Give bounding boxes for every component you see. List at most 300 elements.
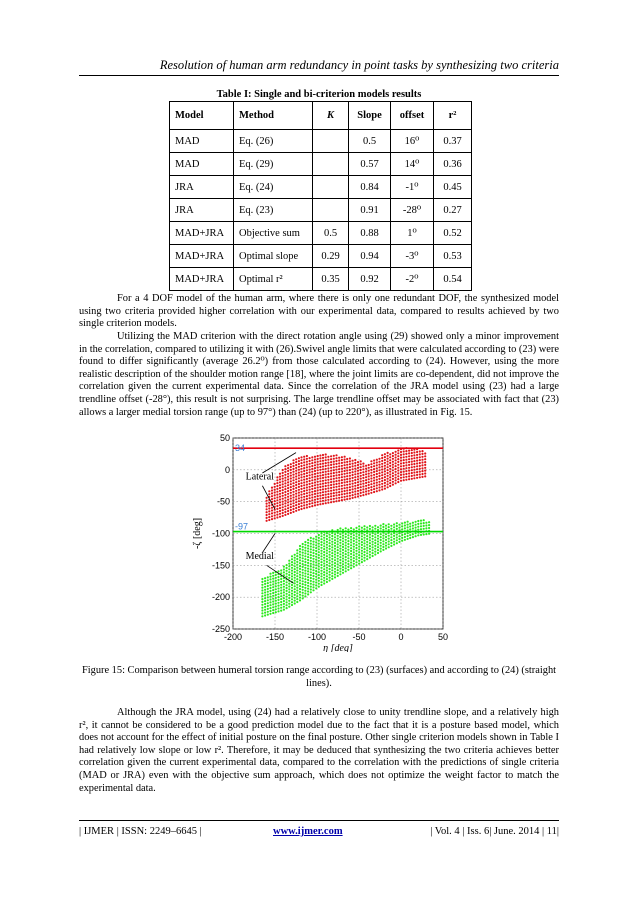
surface-point-lateral [271,492,273,494]
surface-point-lateral [319,454,321,456]
surface-point-medial [337,552,339,554]
surface-point-lateral [397,475,399,477]
surface-point-medial [374,536,376,538]
surface-point-medial [280,578,282,580]
surface-point-lateral [368,464,370,466]
surface-point-lateral [311,494,313,496]
surface-point-lateral [314,504,316,506]
surface-point-lateral [352,488,354,490]
surface-point-lateral [327,482,329,484]
surface-point-medial [264,600,266,602]
surface-point-medial [302,563,304,565]
surface-point-medial [304,590,306,592]
surface-point-lateral [271,498,273,500]
surface-point-lateral [309,460,311,462]
surface-point-lateral [381,466,383,468]
surface-point-medial [361,541,363,543]
surface-point-lateral [395,471,397,473]
surface-point-medial [372,543,374,545]
surface-point-medial [345,544,347,546]
surface-point-lateral [276,496,278,498]
surface-point-lateral [408,450,410,452]
surface-point-lateral [424,458,426,460]
surface-point-lateral [314,484,316,486]
surface-point-lateral [311,496,313,498]
surface-point-lateral [349,463,351,465]
surface-point-medial [272,603,274,605]
surface-point-medial [283,594,285,596]
surface-point-lateral [392,472,394,474]
surface-point-lateral [360,486,362,488]
surface-point-medial [390,528,392,530]
surface-point-lateral [287,501,289,503]
surface-point-medial [267,614,269,616]
cell-r2: 0.36 [434,153,472,176]
surface-point-lateral [292,491,294,493]
surface-point-medial [363,539,365,541]
surface-point-medial [294,577,296,579]
surface-point-medial [318,571,320,573]
surface-point-lateral [298,509,300,511]
surface-point-lateral [376,482,378,484]
surface-point-medial [415,535,417,537]
surface-point-lateral [279,478,281,480]
surface-point-lateral [268,507,270,509]
cell-model: MAD+JRA [170,222,234,245]
surface-point-lateral [287,478,289,480]
surface-point-medial [326,575,328,577]
surface-point-medial [331,569,333,571]
surface-point-medial [269,581,271,583]
surface-point-medial [382,529,384,531]
surface-point-lateral [303,476,305,478]
surface-point-lateral [344,487,346,489]
surface-point-lateral [290,500,292,502]
surface-point-lateral [287,487,289,489]
footer-website-link[interactable]: www.ijmer.com [273,826,343,837]
surface-point-lateral [287,510,289,512]
surface-point-medial [267,576,269,578]
surface-point-medial [374,553,376,555]
surface-point-medial [310,563,312,565]
surface-point-lateral [365,479,367,481]
surface-point-lateral [376,461,378,463]
surface-point-medial [350,533,352,535]
surface-point-lateral [352,491,354,493]
surface-point-medial [342,555,344,557]
surface-point-medial [307,570,309,572]
surface-point-medial [420,528,422,530]
surface-point-lateral [311,502,313,504]
surface-point-lateral [314,490,316,492]
surface-point-lateral [274,494,276,496]
surface-point-medial [377,529,379,531]
surface-point-medial [363,551,365,553]
surface-point-medial [377,538,379,540]
surface-point-lateral [354,459,356,461]
surface-point-lateral [279,498,281,500]
surface-point-medial [299,574,301,576]
surface-point-medial [323,534,325,536]
surface-point-medial [326,547,328,549]
surface-point-lateral [330,467,332,469]
surface-point-medial [326,581,328,583]
surface-point-lateral [368,487,370,489]
surface-point-medial [302,557,304,559]
surface-point-medial [380,533,382,535]
surface-point-lateral [274,517,276,519]
surface-point-lateral [384,476,386,478]
surface-point-medial [339,527,341,529]
surface-point-lateral [421,456,423,458]
surface-point-lateral [319,497,321,499]
surface-point-lateral [400,468,402,470]
surface-point-lateral [413,469,415,471]
surface-point-lateral [317,466,319,468]
surface-point-medial [280,598,282,600]
surface-point-medial [353,563,355,565]
surface-point-medial [393,523,395,525]
cell-r2: 0.54 [434,268,472,291]
surface-point-medial [315,547,317,549]
surface-point-lateral [325,491,327,493]
surface-point-medial [267,588,269,590]
surface-point-medial [353,554,355,556]
surface-point-medial [302,583,304,585]
surface-point-medial [283,571,285,573]
surface-point-lateral [306,455,308,457]
surface-point-lateral [327,499,329,501]
surface-point-medial [366,541,368,543]
cell-model: MAD [170,130,234,153]
surface-point-medial [369,525,371,527]
surface-point-medial [291,584,293,586]
surface-point-lateral [376,470,378,472]
surface-point-medial [334,553,336,555]
surface-point-lateral [279,510,281,512]
surface-point-lateral [295,507,297,509]
surface-point-lateral [287,464,289,466]
surface-point-medial [334,565,336,567]
surface-point-medial [296,561,298,563]
surface-point-lateral [349,472,351,474]
surface-point-lateral [317,486,319,488]
surface-point-lateral [282,483,284,485]
surface-point-medial [291,561,293,563]
surface-point-lateral [335,486,337,488]
surface-point-lateral [319,460,321,462]
surface-point-lateral [330,461,332,463]
surface-point-medial [315,541,317,543]
surface-point-lateral [335,477,337,479]
surface-point-medial [329,571,331,573]
surface-point-lateral [360,460,362,462]
surface-point-lateral [319,469,321,471]
surface-point-lateral [325,473,327,475]
surface-point-medial [294,565,296,567]
surface-point-medial [334,573,336,575]
surface-point-lateral [274,491,276,493]
surface-point-lateral [411,452,413,454]
surface-point-medial [385,545,387,547]
surface-point-lateral [360,495,362,497]
surface-point-medial [323,560,325,562]
surface-point-medial [363,560,365,562]
surface-point-lateral [327,456,329,458]
footer-volume: | Vol. 4 | Iss. 6| June. 2014 | 11| [430,826,559,837]
surface-point-lateral [303,470,305,472]
surface-point-medial [374,528,376,530]
surface-point-medial [361,544,363,546]
surface-point-medial [318,545,320,547]
surface-point-medial [299,582,301,584]
surface-point-lateral [344,493,346,495]
surface-point-medial [280,581,282,583]
surface-point-medial [409,523,411,525]
surface-point-lateral [292,505,294,507]
surface-point-lateral [381,486,383,488]
surface-point-medial [275,603,277,605]
surface-point-medial [294,602,296,604]
surface-point-medial [339,573,341,575]
surface-point-medial [312,578,314,580]
surface-point-lateral [314,487,316,489]
surface-point-medial [275,600,277,602]
surface-point-lateral [292,471,294,473]
surface-point-medial [315,536,317,538]
surface-point-medial [283,566,285,568]
surface-point-lateral [266,505,268,507]
surface-point-lateral [333,501,335,503]
surface-point-medial [299,591,301,593]
surface-point-lateral [279,504,281,506]
surface-point-medial [272,600,274,602]
surface-point-medial [329,545,331,547]
surface-point-medial [353,546,355,548]
surface-point-medial [318,568,320,570]
surface-point-lateral [276,482,278,484]
surface-point-lateral [292,499,294,501]
surface-point-lateral [387,486,389,488]
surface-point-lateral [317,492,319,494]
surface-point-medial [358,551,360,553]
surface-point-lateral [354,488,356,490]
surface-point-medial [291,575,293,577]
surface-point-lateral [300,465,302,467]
surface-point-lateral [357,490,359,492]
surface-point-medial [385,542,387,544]
surface-point-lateral [419,473,421,475]
surface-point-lateral [330,475,332,477]
surface-point-medial [329,542,331,544]
surface-point-medial [353,551,355,553]
surface-point-lateral [319,466,321,468]
surface-point-medial [347,540,349,542]
surface-point-medial [353,534,355,536]
surface-point-lateral [311,474,313,476]
surface-point-lateral [408,461,410,463]
surface-point-medial [334,559,336,561]
surface-point-medial [296,584,298,586]
surface-point-medial [286,581,288,583]
cell-offset: 14⁰ [391,153,434,176]
surface-point-lateral [317,472,319,474]
surface-point-medial [404,522,406,524]
surface-point-medial [347,554,349,556]
surface-point-medial [304,575,306,577]
surface-point-medial [420,534,422,536]
surface-point-medial [310,554,312,556]
surface-point-lateral [327,473,329,475]
surface-point-lateral [344,470,346,472]
surface-point-lateral [306,458,308,460]
surface-point-lateral [325,456,327,458]
surface-point-lateral [274,514,276,516]
surface-point-lateral [341,468,343,470]
surface-point-medial [350,553,352,555]
cell-offset: -2⁰ [391,268,434,291]
surface-point-medial [353,528,355,530]
surface-point-lateral [365,470,367,472]
surface-point-lateral [282,509,284,511]
surface-point-lateral [322,468,324,470]
surface-point-lateral [325,462,327,464]
table-row [170,268,472,291]
surface-point-medial [302,577,304,579]
surface-point-medial [277,579,279,581]
surface-point-lateral [330,501,332,503]
surface-point-lateral [349,469,351,471]
surface-point-lateral [314,499,316,501]
surface-point-medial [320,561,322,563]
surface-point-lateral [325,476,327,478]
surface-point-lateral [392,455,394,457]
surface-point-medial [355,538,357,540]
cell-method: Optimal r² [234,268,313,291]
surface-point-lateral [327,470,329,472]
table-header-row [170,102,472,130]
surface-point-lateral [300,508,302,510]
surface-point-lateral [381,460,383,462]
surface-point-medial [323,542,325,544]
surface-point-medial [315,564,317,566]
surface-point-lateral [362,468,364,470]
cell-offset: -3⁰ [391,245,434,268]
surface-point-medial [304,547,306,549]
surface-point-lateral [341,476,343,478]
surface-point-medial [337,529,339,531]
surface-point-medial [323,582,325,584]
table-row [170,176,472,199]
surface-point-lateral [344,490,346,492]
surface-point-lateral [300,496,302,498]
surface-point-medial [302,552,304,554]
surface-point-medial [339,559,341,561]
surface-point-lateral [282,498,284,500]
surface-point-medial [374,542,376,544]
surface-point-medial [312,558,314,560]
surface-point-medial [396,534,398,536]
surface-point-lateral [282,486,284,488]
surface-point-medial [417,523,419,525]
surface-point-lateral [300,494,302,496]
surface-point-medial [286,598,288,600]
surface-point-medial [372,541,374,543]
surface-point-lateral [290,509,292,511]
surface-point-medial [294,600,296,602]
surface-point-lateral [292,494,294,496]
surface-point-lateral [392,458,394,460]
surface-point-medial [288,600,290,602]
surface-point-lateral [292,508,294,510]
surface-point-lateral [384,459,386,461]
surface-point-medial [398,524,400,526]
surface-point-medial [280,587,282,589]
surface-point-lateral [274,503,276,505]
surface-point-medial [337,560,339,562]
surface-point-lateral [303,458,305,460]
surface-point-medial [304,592,306,594]
surface-point-medial [302,566,304,568]
surface-point-lateral [292,502,294,504]
annotation-97: -97 [235,521,249,532]
surface-point-medial [299,599,301,601]
surface-point-medial [318,543,320,545]
surface-point-medial [269,604,271,606]
surface-point-medial [412,522,414,524]
surface-point-lateral [411,458,413,460]
surface-point-medial [302,543,304,545]
surface-point-medial [401,534,403,536]
surface-point-medial [326,561,328,563]
surface-point-lateral [266,514,268,516]
surface-point-lateral [314,461,316,463]
surface-point-medial [277,596,279,598]
x-tick-label: -50 [352,632,366,642]
surface-point-medial [329,556,331,558]
surface-point-medial [291,598,293,600]
surface-point-lateral [381,483,383,485]
surface-point-lateral [354,490,356,492]
surface-point-medial [339,548,341,550]
surface-point-lateral [268,516,270,518]
surface-point-medial [398,535,400,537]
surface-point-medial [355,564,357,566]
surface-point-medial [363,528,365,530]
surface-point-lateral [365,482,367,484]
cell-k: 0.5 [313,222,349,245]
surface-point-medial [269,578,271,580]
surface-point-lateral [274,500,276,502]
surface-point-medial [269,593,271,595]
surface-point-medial [342,535,344,537]
surface-point-medial [331,561,333,563]
surface-point-medial [329,539,331,541]
surface-point-medial [307,585,309,587]
surface-point-lateral [325,471,327,473]
surface-point-lateral [287,481,289,483]
cell-slope: 0.92 [349,268,391,291]
surface-point-lateral [276,499,278,501]
footer-journal: | IJMER | ISSN: 2249–6645 | [79,826,202,837]
surface-point-lateral [413,457,415,459]
surface-point-medial [264,594,266,596]
surface-point-medial [385,536,387,538]
surface-point-lateral [303,504,305,506]
surface-point-medial [320,552,322,554]
surface-point-medial [304,544,306,546]
figure-caption: Figure 15: Comparison between humeral torsion range according to (23) (surfaces) and according to (24) (straight lines). [81,665,557,689]
